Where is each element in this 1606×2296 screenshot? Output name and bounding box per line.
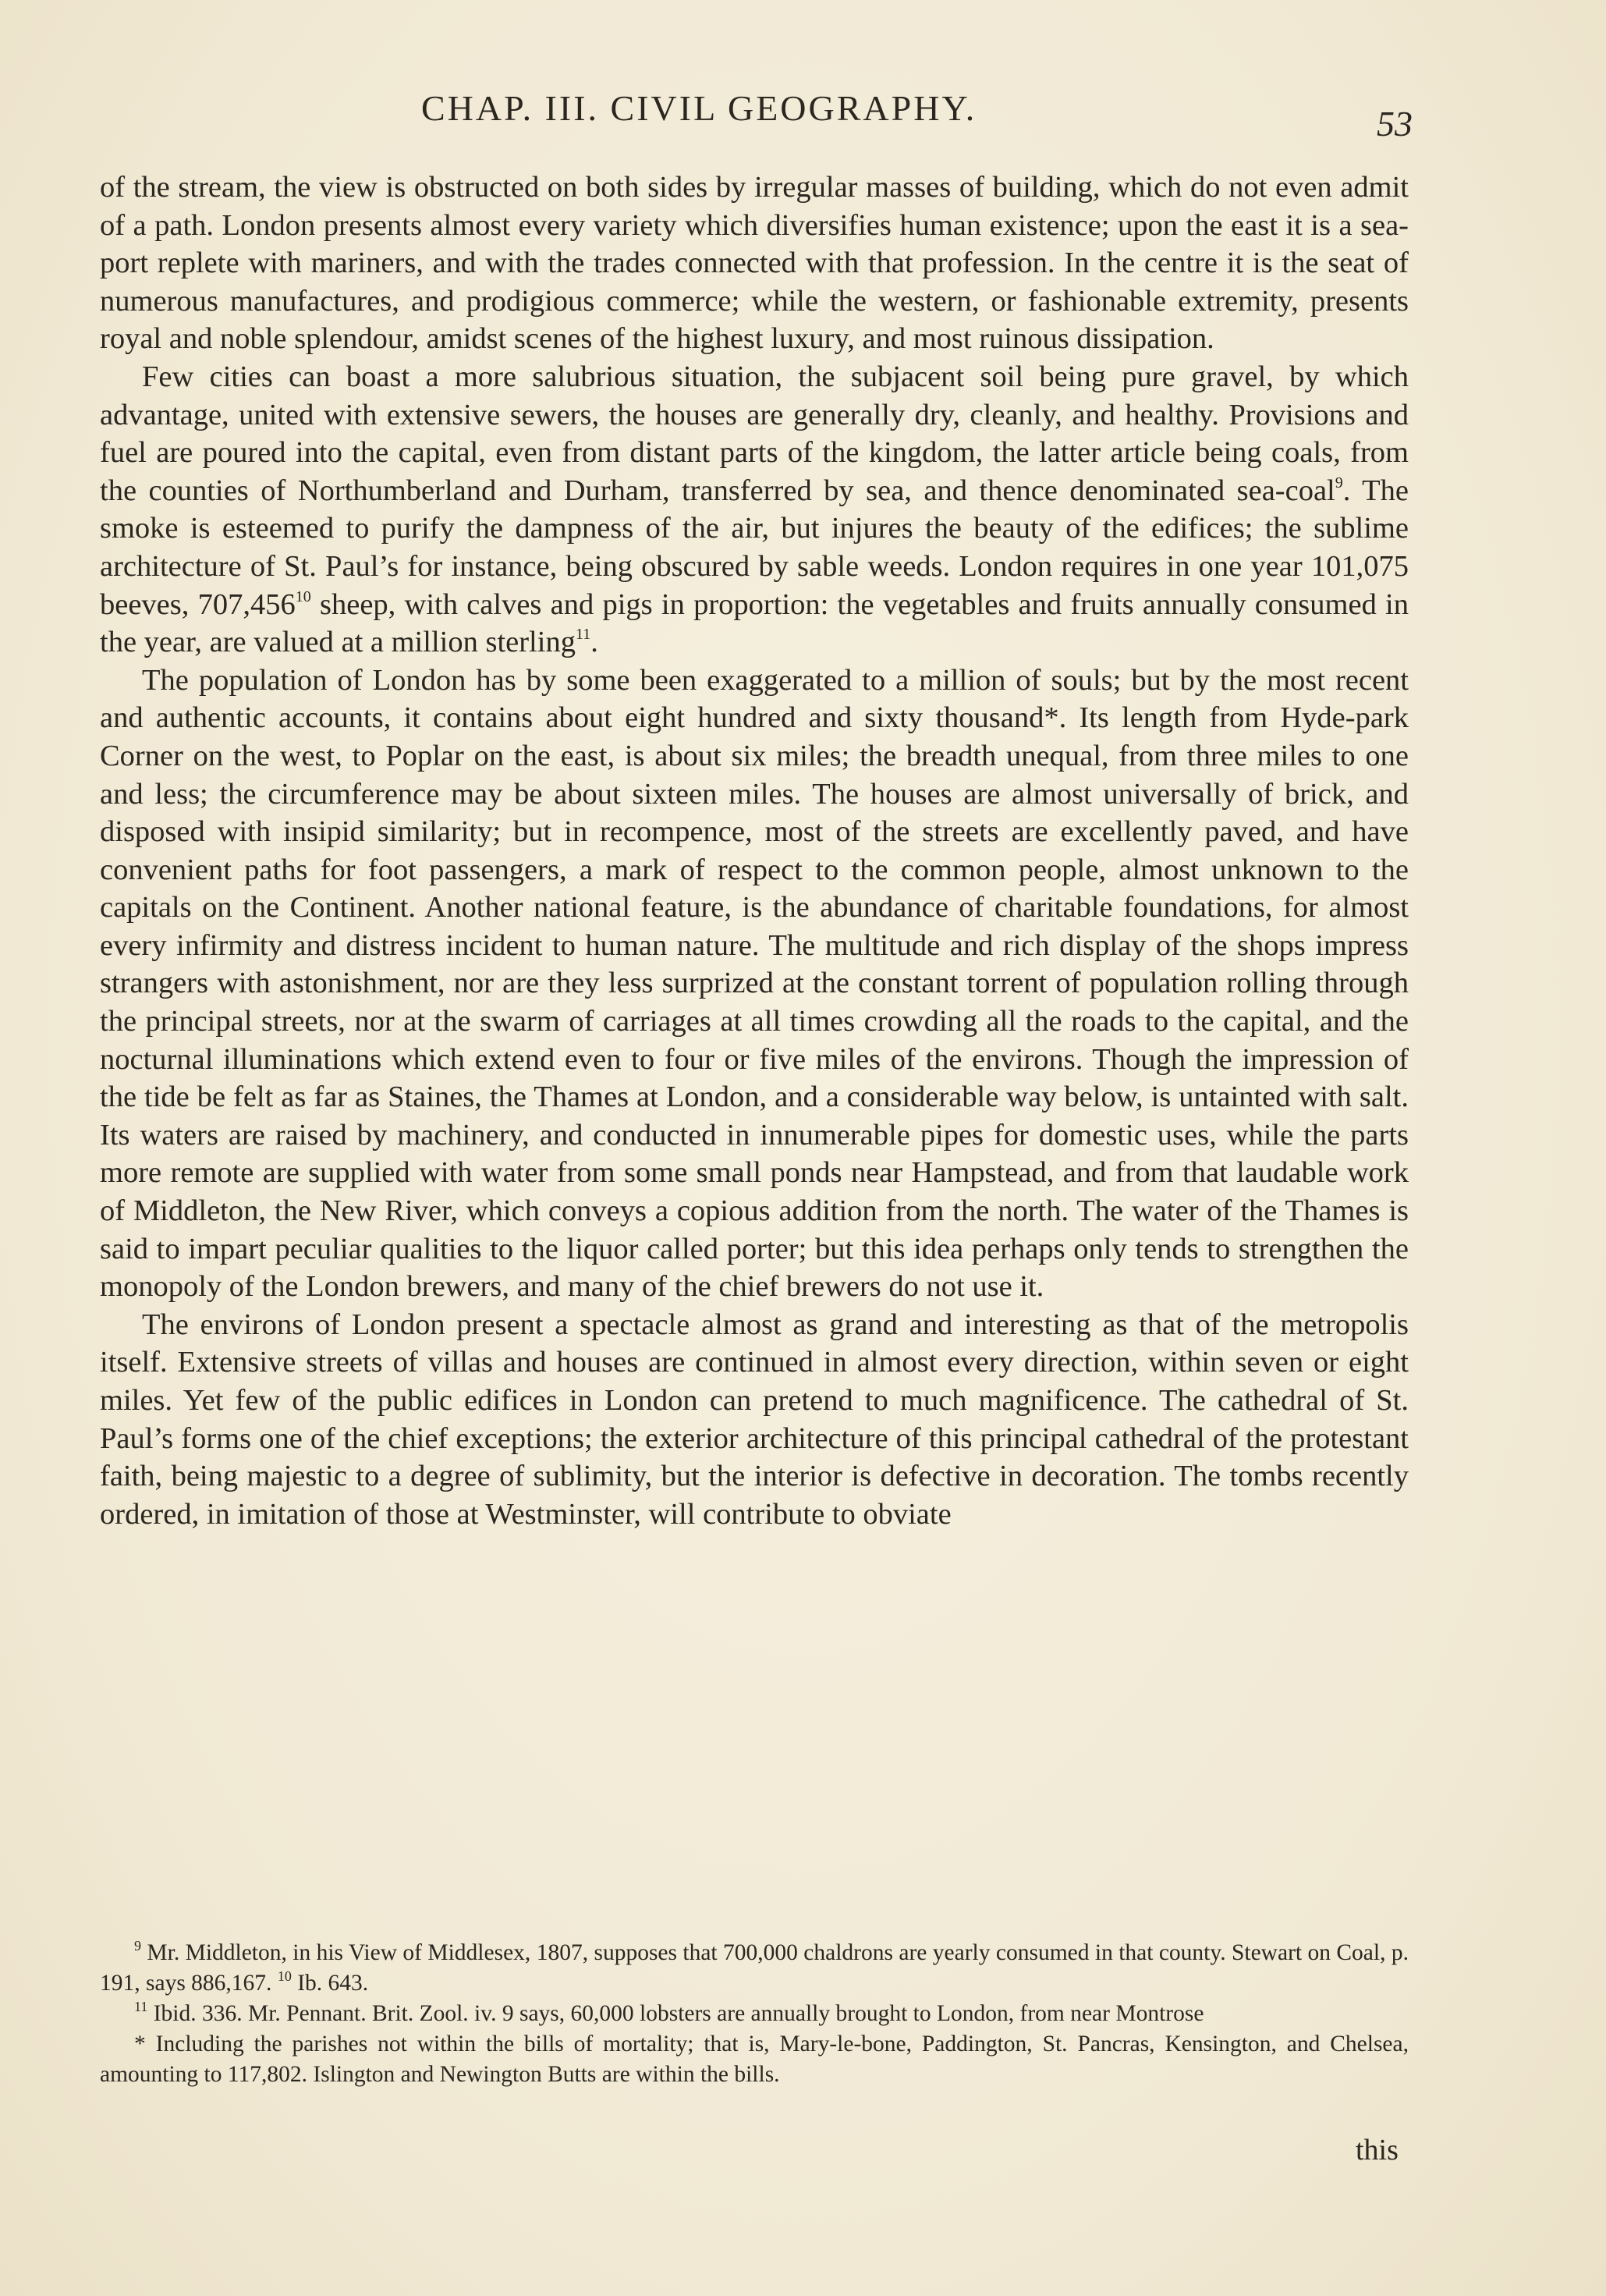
footnote-11-text: Ibid. 336. Mr. Pennant. Brit. Zool. iv. 9 says, 60,000 lobsters are annually brought to London, from near Montrose: [147, 2001, 1204, 2026]
footnotes: [100, 1938, 1409, 2090]
footnote-ref-10: 10: [295, 587, 311, 605]
paragraph-2-part-c: sheep, with calves and pigs in proportion: the vegetables and fruits annually consumed in the year, are valued at a million sterling: [100, 587, 1409, 659]
paragraph-2: [100, 358, 1409, 662]
paragraph-2-part-b: . The smoke is esteemed to purify the dampness of the air, but injures the beauty of the edifices; the sublime architecture of St. Paul’s for instance, being obscured by sable weeds. London requires in one year 101,075 beeves, 707,456: [100, 474, 1409, 621]
paragraph-4: The environs of London present a spectacle almost as grand and interesting as that of the metropolis itself. Extensive streets of villas and houses are continued in almost every direction, within seven or eight miles. Yet few of the public edifices in London can pretend to much magnificence. The cathedral of St. Paul’s forms one of the chief exceptions; the exterior architecture of this principal cathedral of the protestant faith, being majestic to a degree of sublimity, but the interior is defective in decoration. The tombs recently ordered, in imitation of those at Westminster, will contribute to obviate: [100, 1308, 1409, 1531]
footnote-11: [100, 1999, 1409, 2029]
footnote-9-10: [100, 1938, 1409, 1999]
running-head: CHAP. III. CIVIL GEOGRAPHY.: [421, 88, 977, 128]
footnote-star: * Including the parishes not within the bills of mortality; that is, Mary-le-bone, Paddington, St. Pancras, Kensington, and Chelsea, amounting to 117,802. Islington and Newington Butts are within the bills.: [100, 2032, 1409, 2087]
paragraph-2-part-d: .: [590, 626, 598, 659]
footnote-ref-11: 11: [575, 626, 591, 644]
footnote-mark-9: 9: [134, 1938, 141, 1954]
footnote-mark-10: 10: [277, 1968, 292, 1984]
main-text: [100, 169, 1409, 1533]
page-number: 53: [1377, 104, 1413, 144]
footnote-10-text: Ib. 643.: [291, 1971, 369, 1996]
paragraph-3: The population of London has by some been exaggerated to a million of souls; but by the most recent and authentic accounts, it contains about eight hundred and sixty thousand*. Its length from Hyde-park Corner on the west, to Poplar on the east, is about six miles; the breadth unequal, from three miles to one and less; the circumference may be about sixteen miles. The houses are almost universally of brick, and disposed with insipid similarity; but in recompence, most of the streets are excellently paved, and have convenient paths for foot passengers, a mark of respect to the common people, almost unknown to the capitals on the Continent. Another national feature, is the abundance of charitable foundations, for almost every infirmity and distress incident to human nature. The multitude and rich display of the shops impress strangers with astonishment, nor are they less surprized at the constant torrent of population rolling through the principal streets, nor at the swarm of carriages at all times crowding all the roads to the capital, and the nocturnal illuminations which extend even to four or five miles of the environs. Though the impression of the tide be felt as far as Staines, the Thames at London, and a considerable way below, is untainted with salt. Its waters are raised by machinery, and conducted in innumerable pipes for domestic uses, while the parts more remote are supplied with water from some small ponds near Hampstead, and from that laudable work of Middleton, the New River, which conveys a copious addition from the north. The water of the Thames is said to impart peculiar qualities to the liquor called porter; but this idea perhaps only tends to strengthen the monopoly of the London brewers, and many of the chief brewers do not use it.: [100, 663, 1409, 1304]
footnote-mark-11: 11: [134, 1999, 148, 2014]
footnote-ref-9: 9: [1335, 474, 1343, 491]
footnote-9-text: Mr. Middleton, in his View of Middlesex, 1807, supposes that 700,000 chaldrons are yearly consumed in that county. Stewart on Coal, p. 191, says 886,167.: [100, 1940, 1409, 1996]
paragraph-1: of the stream, the view is obstructed on both sides by irregular masses of building, which do not even admit of a path. London presents almost every variety which diversifies human existence; upon the east it is a sea-port replete with mariners, and with the trades connected with that profession. In the centre it is the seat of numerous manufactures, and prodigious commerce; while the western, or fashionable extremity, presents royal and noble splendour, amidst scenes of the highest luxury, and most ruinous dissipation.: [100, 171, 1409, 356]
catchword: this: [1356, 2134, 1399, 2166]
paragraph-2-part-a: Few cities can boast a more salubrious situation, the subjacent soil being pure gravel, by which advantage, united with extensive sewers, the houses are generally dry, cleanly, and healthy. Provisions and fuel are poured into the capital, even from distant parts of the kingdom, the latter article being coals, from the counties of Northumberland and Durham, transferred by sea, and thence denominated sea-coal: [100, 360, 1409, 507]
